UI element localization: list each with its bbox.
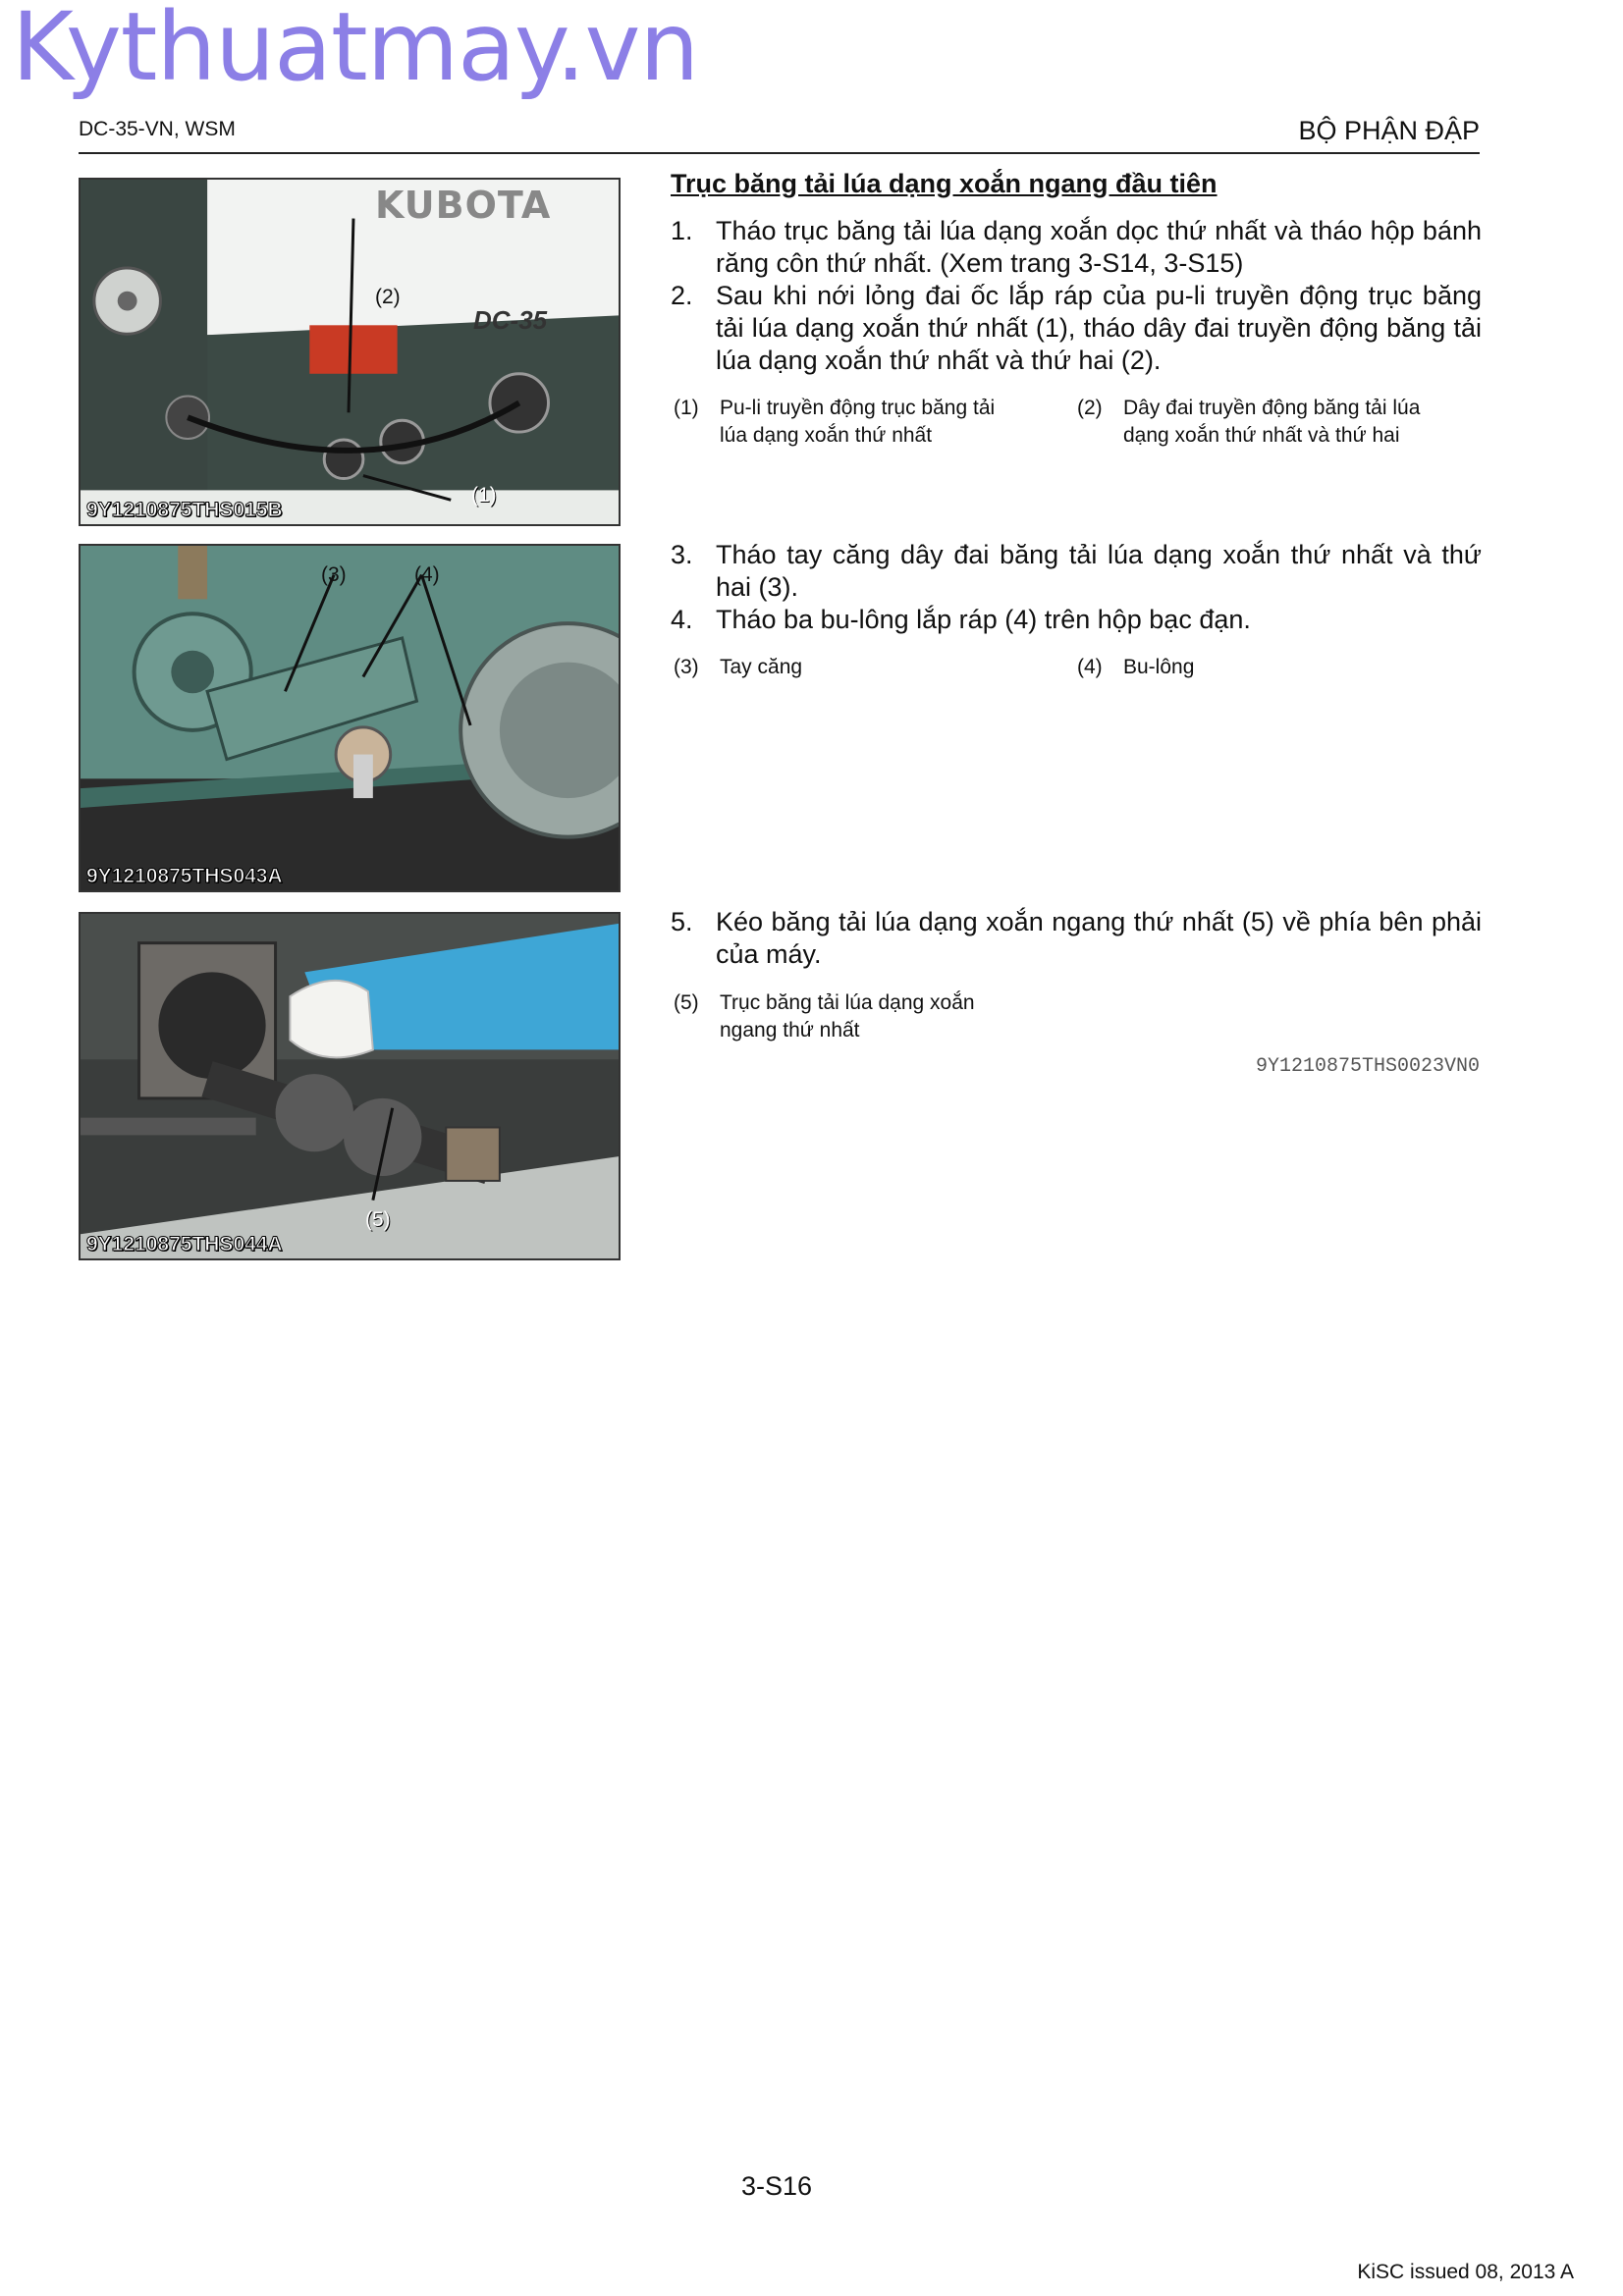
header-section: BỘ PHẬN ĐẬP (1298, 116, 1480, 145)
header-doc-id: DC-35-VN, WSM (79, 118, 236, 140)
step-5 (671, 906, 1482, 971)
legend-text: Tay căng (720, 656, 803, 678)
section-title: Trục băng tải lúa dạng xoắn ngang đầu tiên (671, 169, 1217, 198)
step-4 (671, 604, 1482, 636)
legend-number: (2) (1077, 397, 1103, 419)
step-2 (671, 280, 1482, 377)
legend-4 (1077, 654, 1431, 681)
step-number: 1. (671, 216, 693, 245)
legend-text: Dây đai truyền động băng tải lúa dạng xoắn thứ nhất và thứ hai (1123, 397, 1421, 447)
legend-text: Trục băng tải lúa dạng xoắn ngang thứ nhất (720, 991, 975, 1041)
legend-3 (674, 654, 1027, 681)
legend-number: (5) (674, 991, 699, 1014)
photo-auger-removal (79, 912, 621, 1260)
callout-5: (5) (365, 1208, 391, 1231)
photo-auger-removal-illustration (81, 914, 619, 1258)
photo-tension-arm-illustration (81, 546, 619, 890)
page-number: 3-S16 (741, 2171, 813, 2201)
legend-text: Pu-li truyền động trục băng tải lúa dạng xoắn thứ nhất (720, 397, 996, 447)
callout-2: (2) (375, 286, 401, 308)
legend-number: (4) (1077, 656, 1103, 678)
footer-issue: KiSC issued 08, 2013 A (1357, 2261, 1574, 2283)
photo-drive-pulley (79, 178, 621, 526)
legend-1 (674, 395, 1027, 450)
callout-1: (1) (471, 484, 497, 507)
header-rule (79, 152, 1480, 154)
step-text: Tháo ba bu-lông lắp ráp (4) trên hộp bạc đạn. (716, 605, 1251, 634)
step-number: 2. (671, 281, 693, 310)
step-text: Kéo băng tải lúa dạng xoắn ngang thứ nhất (5) về phía bên phải của máy. (716, 907, 1482, 969)
step-text: Sau khi nới lỏng đai ốc lắp ráp của pu-li truyền động trục băng tải lúa dạng xoắn thứ nhất (1), tháo dây đai truyền động băng tải lúa dạng xoắn thứ nhất và thứ hai (2). (716, 281, 1482, 375)
kubota-logo: KUBOTA (375, 184, 552, 227)
callout-3: (3) (321, 563, 347, 586)
photo-tension-arm (79, 544, 621, 892)
legend-number: (3) (674, 656, 699, 678)
step-text: Tháo tay căng dây đai băng tải lúa dạng xoắn thứ nhất và thứ hai (3). (716, 540, 1482, 602)
legend-2 (1077, 395, 1431, 450)
photo-drive-pulley-illustration (81, 180, 619, 524)
model-label: DC-35 (473, 305, 548, 335)
step-number: 3. (671, 540, 693, 569)
legend-5 (674, 989, 1027, 1044)
step-number: 5. (671, 907, 693, 936)
step-3 (671, 539, 1482, 604)
legend-number: (1) (674, 397, 699, 419)
step-1 (671, 215, 1482, 280)
photo-code: 9Y1210875THS015B (86, 499, 283, 521)
step-text: Tháo trục băng tải lúa dạng xoắn dọc thứ nhất và tháo hộp bánh răng côn thứ nhất. (Xem trang 3-S14, 3-S15) (716, 216, 1482, 278)
document-code: 9Y1210875THS0023VN0 (1255, 1055, 1480, 1078)
legend-text: Bu-lông (1123, 656, 1195, 678)
photo-code: 9Y1210875THS044A (86, 1233, 283, 1255)
step-number: 4. (671, 605, 693, 634)
watermark: Kythuatmay.vn (12, 0, 699, 102)
photo-code: 9Y1210875THS043A (86, 865, 283, 887)
callout-4: (4) (414, 563, 440, 586)
